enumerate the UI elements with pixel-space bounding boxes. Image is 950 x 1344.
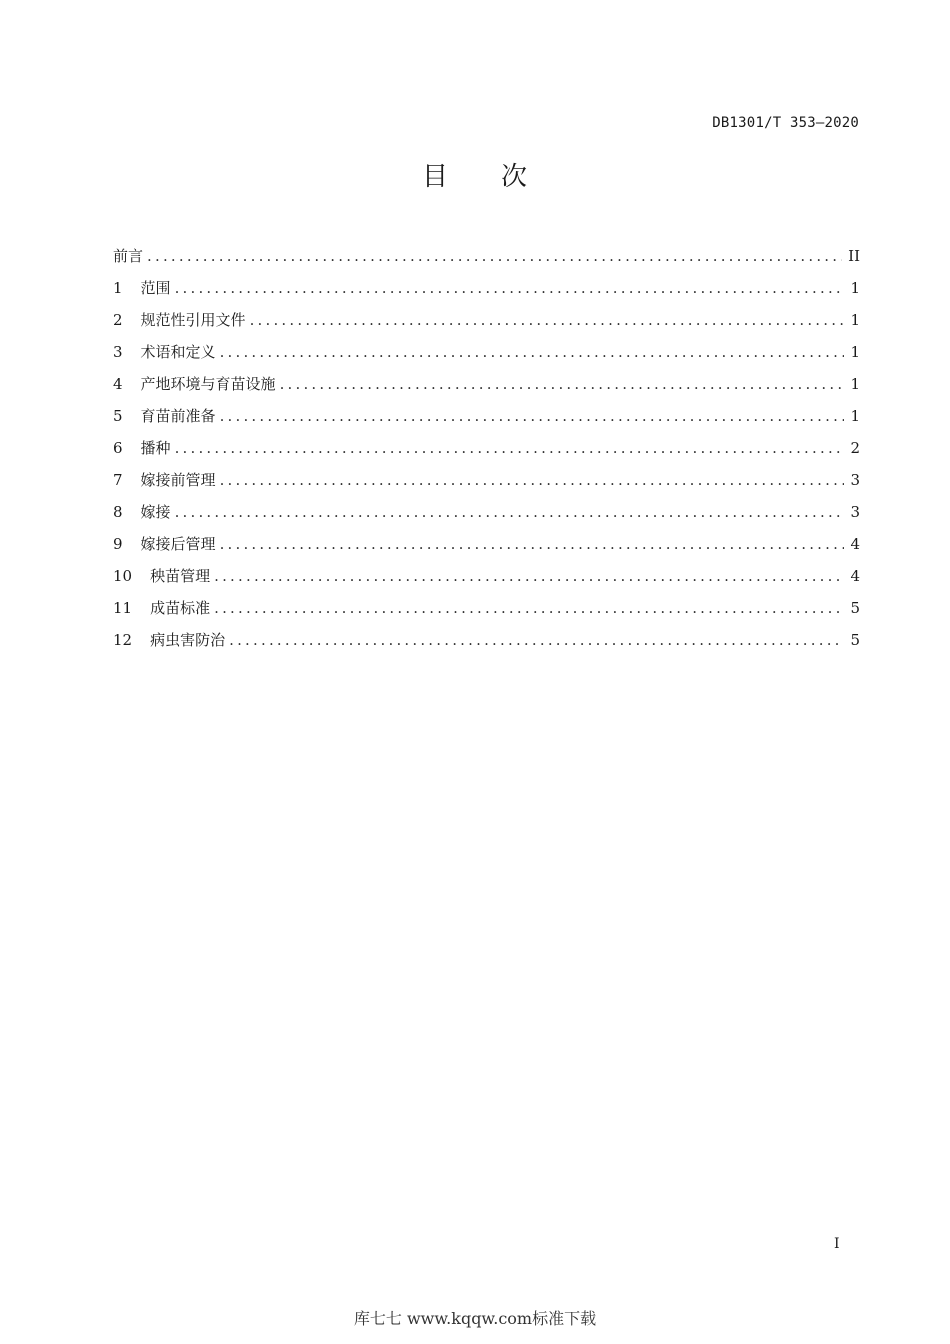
toc-item-number: 7 [113, 471, 123, 489]
toc-item-number: 11 [113, 599, 133, 617]
toc-item-page: 3 [850, 503, 860, 521]
toc-leader-dots [175, 436, 844, 460]
toc-item-post-grafting[interactable] [113, 532, 860, 564]
toc-leader-dots [220, 404, 844, 428]
document-code: DB1301/T 353—2020 [712, 115, 859, 131]
toc-item-page: 5 [850, 631, 860, 649]
toc-item-pre-grafting[interactable] [113, 468, 860, 500]
toc-item-number: 12 [113, 631, 133, 649]
toc-item-label: 规范性引用文件 [140, 311, 246, 329]
toc-title [0, 156, 950, 193]
toc-item-number: 8 [113, 503, 123, 521]
toc-item-number: 5 [113, 407, 123, 425]
toc-item-number: 10 [113, 567, 133, 585]
toc-item-number: 9 [113, 535, 123, 553]
toc-item-seedling-management[interactable] [113, 564, 860, 596]
toc-item-pest-control[interactable] [113, 628, 860, 660]
toc-item-terms-definitions[interactable] [113, 340, 860, 372]
page-number: I [834, 1236, 840, 1252]
toc-item-label: 秧苗管理 [150, 567, 211, 585]
toc-item-label: 产地环境与育苗设施 [140, 375, 276, 393]
toc-item-number: 6 [113, 439, 123, 457]
toc-leader-dots [220, 468, 844, 492]
toc-item-page: 3 [850, 471, 860, 489]
toc-item-number: 3 [113, 343, 123, 361]
toc-item-page: 1 [850, 343, 860, 361]
toc-item-label: 育苗前准备 [140, 407, 216, 425]
toc-leader-dots [229, 628, 844, 652]
toc-item-sowing[interactable] [113, 436, 860, 468]
toc-item-number: 2 [113, 311, 123, 329]
toc-item-normative-references[interactable] [113, 308, 860, 340]
toc-item-label: 嫁接 [140, 503, 171, 521]
toc-leader-dots [175, 276, 844, 300]
toc-title-part1: 目 [421, 162, 449, 192]
toc-item-page: II [848, 247, 860, 265]
toc-item-page: 2 [850, 439, 860, 457]
toc-item-page: 1 [850, 407, 860, 425]
toc-item-page: 4 [850, 535, 860, 553]
toc-item-label: 范围 [140, 279, 171, 297]
toc-item-label: 成苗标准 [150, 599, 211, 617]
toc-item-page: 1 [850, 311, 860, 329]
toc-item-page: 1 [850, 375, 860, 393]
toc-item-label: 嫁接后管理 [140, 535, 216, 553]
toc-item-label: 术语和定义 [140, 343, 216, 361]
toc-item-label: 前言 [113, 247, 144, 265]
toc-item-label: 病虫害防治 [150, 631, 226, 649]
toc-item-foreword[interactable] [113, 244, 860, 276]
toc-item-number: 1 [113, 279, 123, 297]
toc-leader-dots [280, 372, 844, 396]
toc-item-preparation[interactable] [113, 404, 860, 436]
toc-item-grafting[interactable] [113, 500, 860, 532]
toc-leader-dots [175, 500, 844, 524]
toc-item-page: 4 [850, 567, 860, 585]
toc-leader-dots [250, 308, 844, 332]
toc-item-label: 嫁接前管理 [140, 471, 216, 489]
toc-item-number: 4 [113, 375, 123, 393]
toc-item-seedling-standard[interactable] [113, 596, 860, 628]
toc-item-environment-facilities[interactable] [113, 372, 860, 404]
toc-leader-dots [220, 340, 844, 364]
toc-item-scope[interactable] [113, 276, 860, 308]
toc-item-page: 5 [850, 599, 860, 617]
toc-leader-dots [147, 244, 842, 268]
toc-leader-dots [214, 596, 844, 620]
toc-item-page: 1 [850, 279, 860, 297]
table-of-contents [113, 244, 860, 660]
toc-leader-dots [214, 564, 844, 588]
toc-leader-dots [220, 532, 844, 556]
toc-item-label: 播种 [140, 439, 171, 457]
footer-watermark: 库七七 www.kqqw.com标准下载 [353, 1309, 597, 1328]
toc-title-part2: 次 [501, 162, 529, 192]
